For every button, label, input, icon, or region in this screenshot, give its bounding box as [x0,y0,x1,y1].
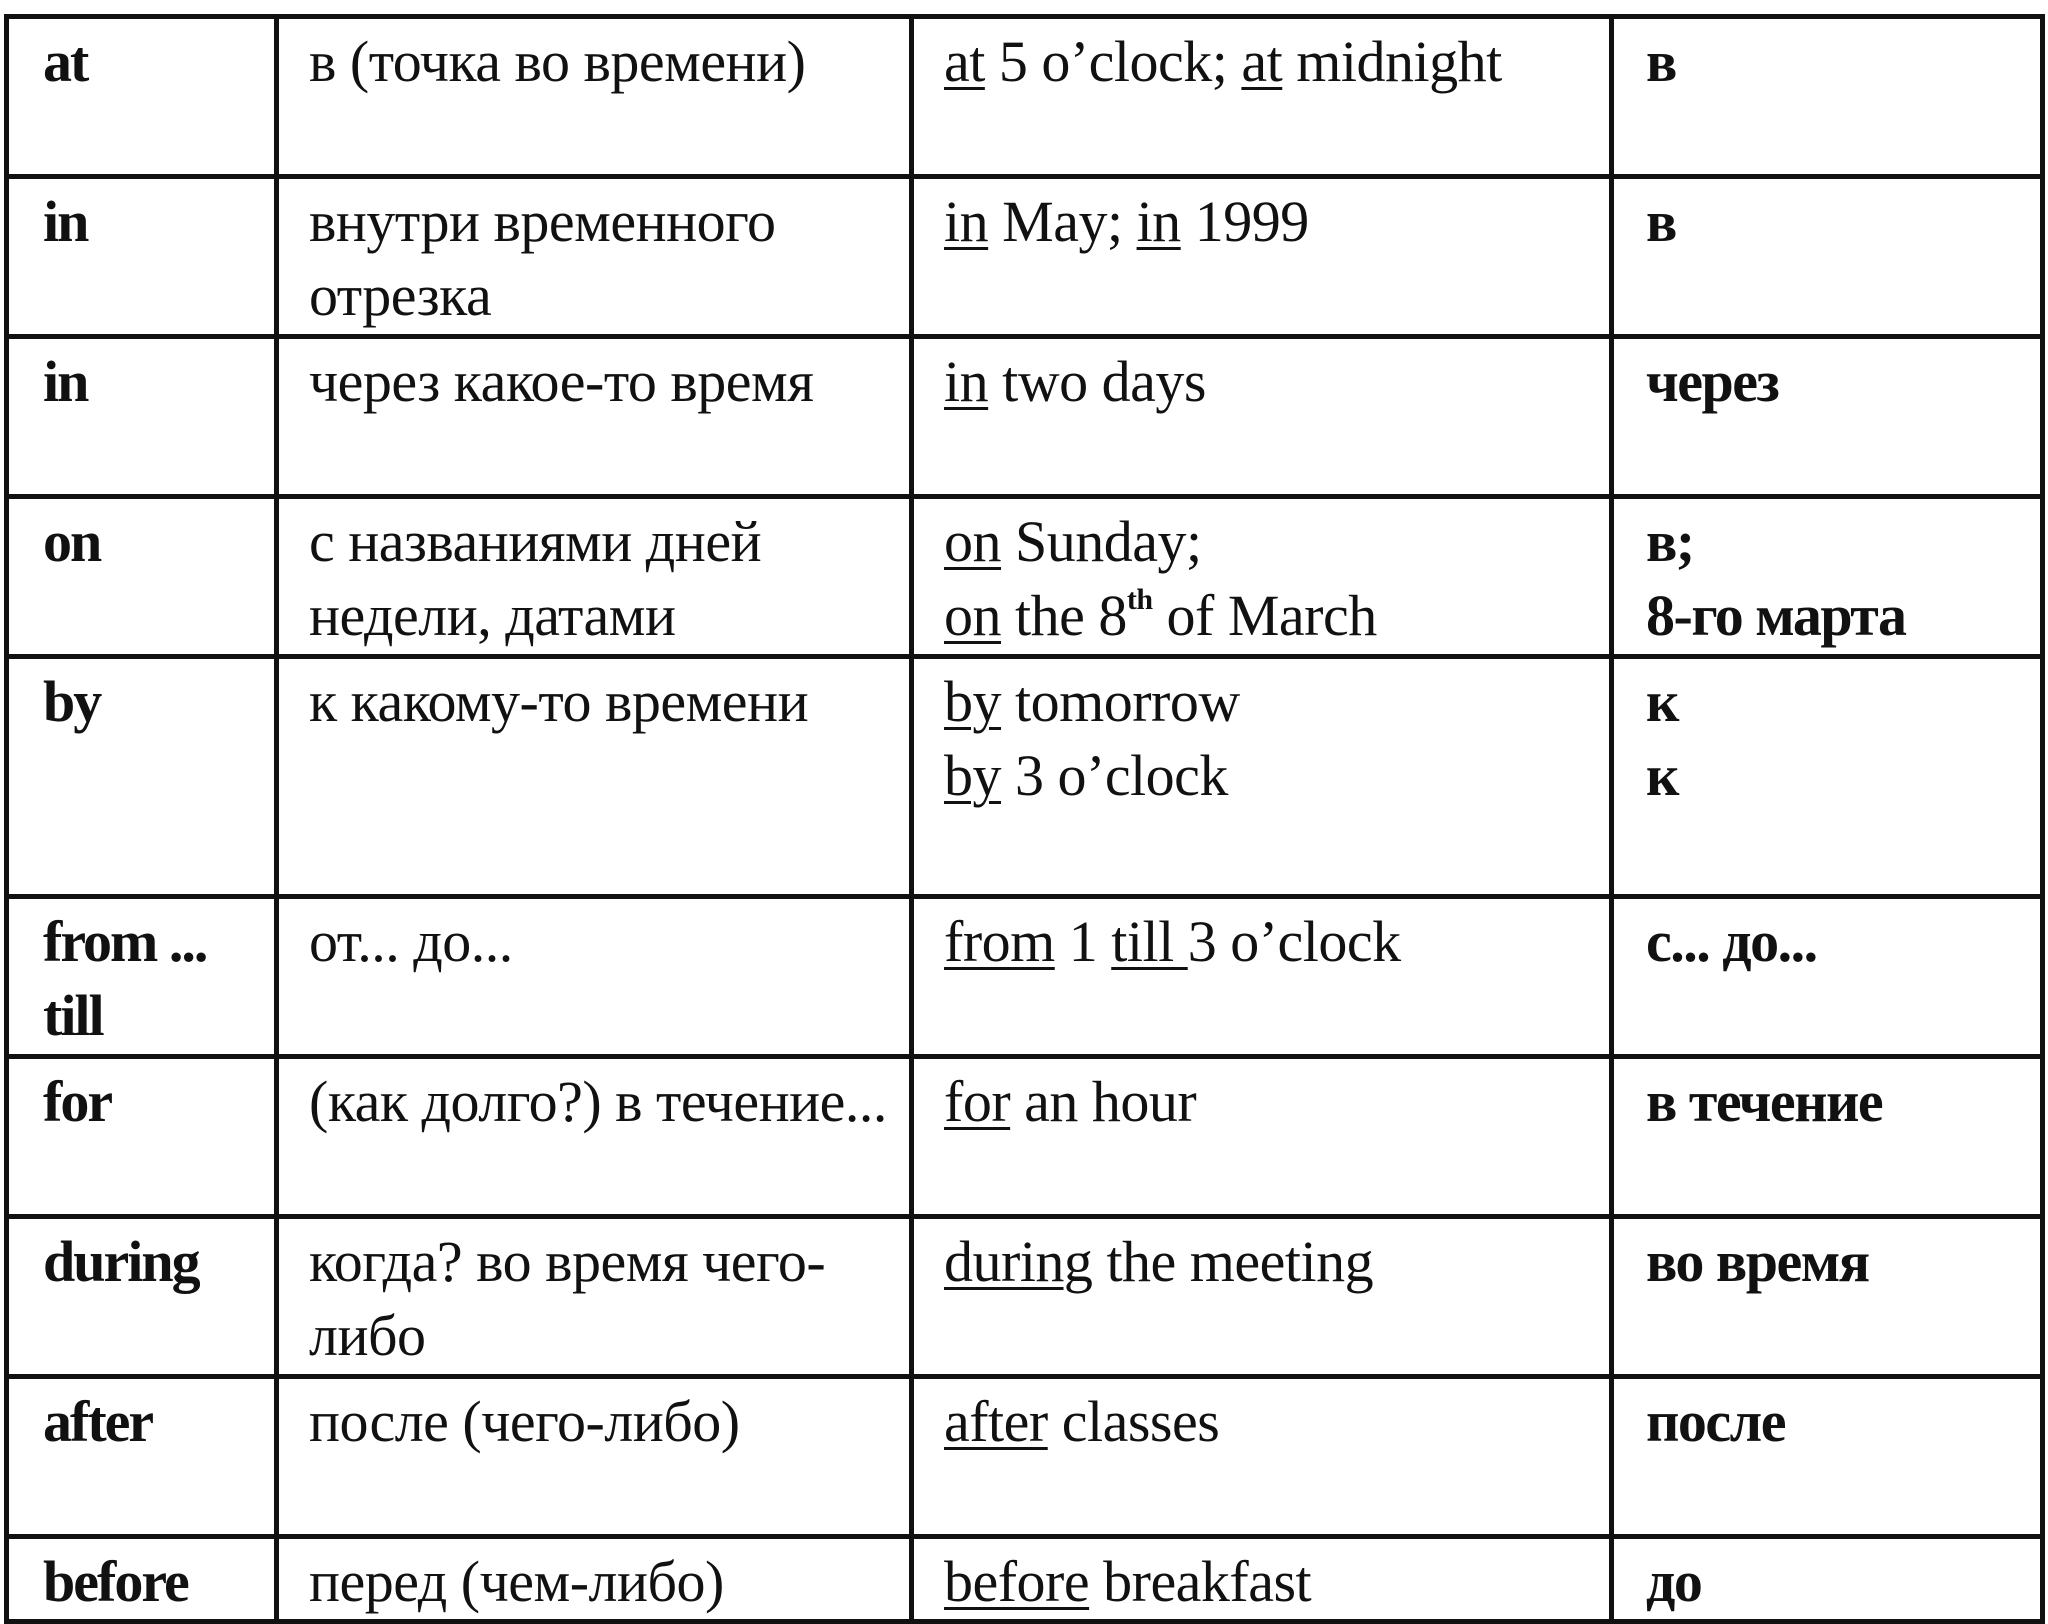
translation-line: к [1646,669,1678,734]
preposition-cell: by [7,657,277,897]
table-row [7,1377,2043,1537]
meaning-cell: в (точка во времени) [277,17,912,177]
underlined-preposition: by [944,669,1001,734]
preposition-cell: in [7,337,277,497]
table-row [7,497,2043,657]
underlined-preposition: by [944,743,1001,808]
example-text: an hour [1010,1069,1197,1134]
preposition-cell: from ... till [7,897,277,1057]
translation-line: после [1646,1389,1785,1454]
translation-line: 8-го марта [1646,583,1906,648]
underlined-preposition: for [944,1069,1011,1134]
translation-line: через [1646,349,1779,414]
example-cell [912,657,1612,897]
example-cell [912,897,1612,1057]
translation-cell [1612,177,2043,337]
translation-cell [1612,337,2043,497]
translation-cell [1612,1057,2043,1217]
example-text: breakfast [1089,1549,1312,1614]
meaning-cell: через какое-то время [277,337,912,497]
table-row [7,657,2043,897]
meaning-cell: когда? во время чего-либо [277,1217,912,1377]
meaning-cell: к какому-то времени [277,657,912,897]
preposition-cell: at [7,17,277,177]
preposition-cell: during [7,1217,277,1377]
translation-cell [1612,1537,2043,1622]
example-text: Sunday; [1001,509,1202,574]
example-line [944,25,1609,99]
preposition-cell: before [7,1537,277,1622]
example-text: 5 o’clock; [984,29,1242,94]
preposition-cell: for [7,1057,277,1217]
preposition-cell: on [7,497,277,657]
meaning-cell: перед (чем-либо) [277,1537,912,1622]
example-line [944,579,1609,653]
example-line [944,1065,1609,1139]
translation-line: в [1646,189,1676,254]
underlined-preposition: after [944,1389,1048,1454]
underlined-preposition: in [1136,189,1181,254]
ordinal-suffix: th [1126,583,1153,616]
example-line [944,739,1609,813]
example-line [944,185,1609,259]
example-line [944,1385,1609,1459]
translation-cell [1612,17,2043,177]
example-cell [912,1217,1612,1377]
table-row [7,1217,2043,1377]
example-text: 1999 [1180,189,1309,254]
table-row [7,337,2043,497]
example-text: tomorrow [1001,669,1240,734]
translation-cell [1612,657,2043,897]
example-line [944,665,1609,739]
table-row [7,1057,2043,1217]
underlined-preposition: from [944,909,1055,974]
example-cell [912,17,1612,177]
example-cell [912,1377,1612,1537]
example-line [944,345,1609,419]
underlined-preposition: on [944,583,1001,648]
underlined-preposition: at [1241,29,1283,94]
example-text: 3 o’clock [1001,743,1228,808]
translation-line: до [1646,1549,1702,1614]
meaning-cell: с названиями дней недели, датами [277,497,912,657]
example-text: May; [988,189,1137,254]
translation-line: во время [1646,1229,1869,1294]
underlined-preposition: before [944,1549,1090,1614]
example-cell [912,497,1612,657]
table-row [7,17,2043,177]
example-text: 1 [1054,909,1112,974]
example-text: the 8 [1001,583,1127,648]
example-line [944,505,1609,579]
translation-cell [1612,1377,2043,1537]
example-text: two days [988,349,1206,414]
translation-cell [1612,1217,2043,1377]
translation-cell [1612,497,2043,657]
example-cell [912,177,1612,337]
example-line [944,1225,1609,1299]
prepositions-table [4,14,2045,1624]
underlined-preposition: at [944,29,985,94]
example-cell [912,1057,1612,1217]
translation-cell [1612,897,2043,1057]
underlined-preposition: till [1111,909,1188,974]
translation-line: в [1646,29,1676,94]
example-text: 3 o’clock [1187,909,1401,974]
example-cell [912,1537,1612,1622]
translation-line: в течение [1646,1069,1883,1134]
example-line [944,905,1609,979]
example-text: the meeting [1092,1229,1374,1294]
example-text: midnight [1282,29,1502,94]
meaning-cell: внутри временного отрезка [277,177,912,337]
example-text: classes [1047,1389,1220,1454]
example-text: of March [1152,583,1377,648]
translation-line: с... до... [1646,909,1817,974]
table-row [7,897,2043,1057]
example-cell [912,337,1612,497]
underlined-preposition: in [944,189,989,254]
meaning-cell: от... до... [277,897,912,1057]
table-row [7,177,2043,337]
table-body [7,17,2043,1622]
underlined-preposition: during [944,1229,1093,1294]
meaning-cell: после (чего-либо) [277,1377,912,1537]
translation-line: в; [1646,509,1694,574]
underlined-preposition: in [944,349,989,414]
translation-line: к [1646,743,1678,808]
example-line [944,1545,1609,1619]
preposition-cell: after [7,1377,277,1537]
preposition-cell: in [7,177,277,337]
table-row [7,1537,2043,1622]
meaning-cell: (как долго?) в течение... [277,1057,912,1217]
underlined-preposition: on [944,509,1001,574]
